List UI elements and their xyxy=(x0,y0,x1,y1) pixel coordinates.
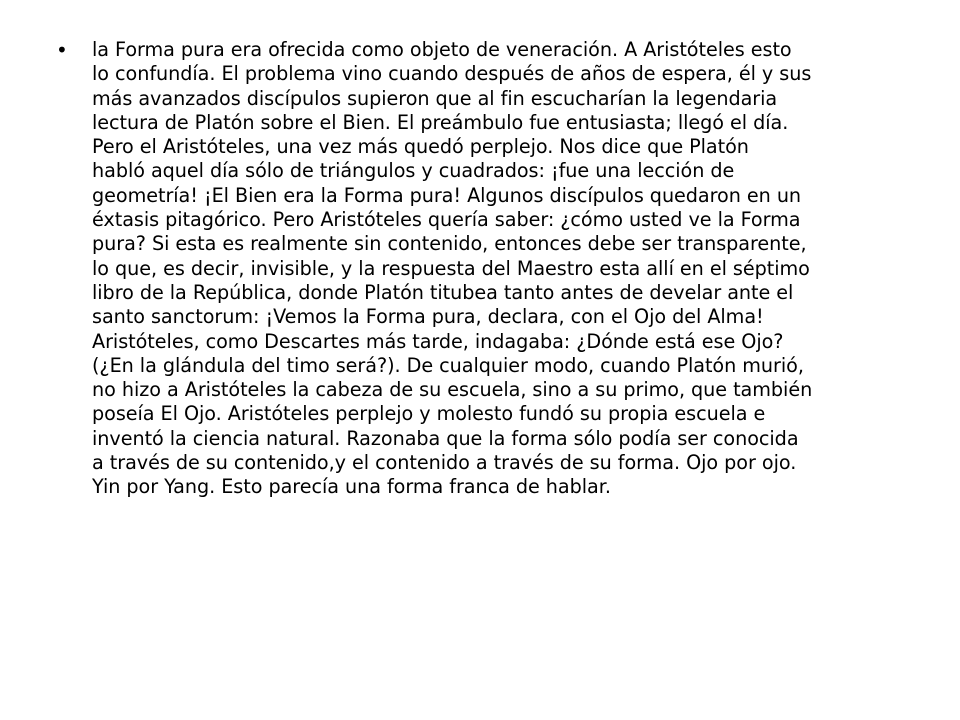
text-line: Aristóteles, como Descartes más tarde, indagaba: ¿Dónde está ese Ojo? xyxy=(92,329,784,353)
text-line: lo confundía. El problema vino cuando después de años de espera, él y sus xyxy=(92,62,812,86)
text-line: inventó la ciencia natural. Razonaba que la forma sólo podía ser conocida xyxy=(92,426,799,450)
bullet-icon: • xyxy=(56,38,68,62)
paragraph-text xyxy=(92,38,926,500)
text-line: pura? Si esta es realmente sin contenido, entonces debe ser transparente, xyxy=(92,232,807,256)
text-line: a través de su contenido,y el contenido a través de su forma. Ojo por ojo. xyxy=(92,451,797,475)
bullet-list xyxy=(56,38,926,500)
text-line: éxtasis pitagórico. Pero Aristóteles quería saber: ¿cómo usted ve la Forma xyxy=(92,208,801,232)
text-line: santo sanctorum: ¡Vemos la Forma pura, declara, con el Ojo del Alma! xyxy=(92,305,764,329)
text-line: Yin por Yang. Esto parecía una forma franca de hablar. xyxy=(92,475,611,499)
text-line: geometría! ¡El Bien era la Forma pura! Algunos discípulos quedaron en un xyxy=(92,183,802,207)
text-line: libro de la República, donde Platón titubea tanto antes de develar ante el xyxy=(92,280,794,304)
text-line: la Forma pura era ofrecida como objeto de veneración. A Aristóteles esto xyxy=(92,38,792,61)
text-line: lectura de Platón sobre el Bien. El preámbulo fue entusiasta; llegó el día. xyxy=(92,110,789,134)
text-line: no hizo a Aristóteles la cabeza de su escuela, sino a su primo, que también xyxy=(92,378,813,402)
text-line: (¿En la glándula del timo será?). De cualquier modo, cuando Platón murió, xyxy=(92,353,804,377)
bullet-item xyxy=(56,38,926,500)
text-line: más avanzados discípulos supieron que al fin escucharían la legendaria xyxy=(92,86,778,110)
text-line: poseía El Ojo. Aristóteles perplejo y molesto fundó su propia escuela e xyxy=(92,402,766,426)
text-line: habló aquel día sólo de triángulos y cuadrados: ¡fue una lección de xyxy=(92,159,735,183)
text-line: Pero el Aristóteles, una vez más quedó perplejo. Nos dice que Platón xyxy=(92,135,749,159)
text-line: lo que, es decir, invisible, y la respuesta del Maestro esta allí en el séptimo xyxy=(92,256,810,280)
